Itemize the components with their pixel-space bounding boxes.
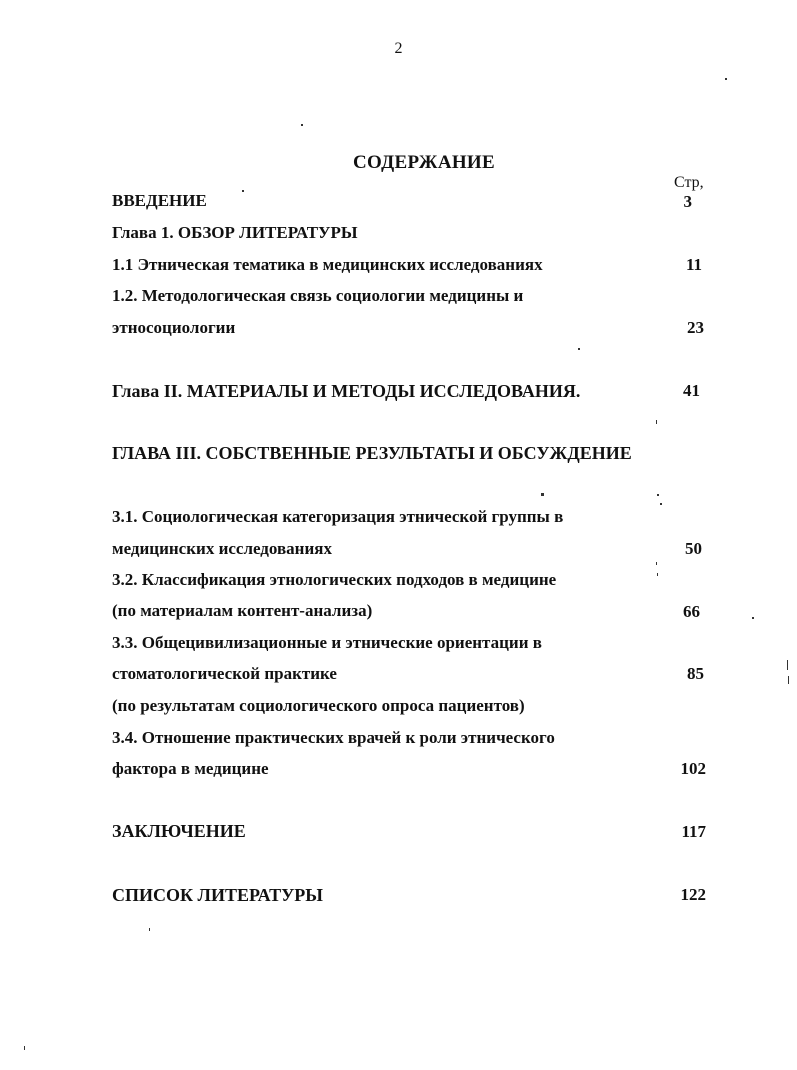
scan-speck bbox=[787, 660, 788, 670]
toc-entry-3-2-cont: (по материалам контент-анализа) bbox=[112, 601, 373, 620]
toc-entry-3-1-cont: медицинских исследованиях bbox=[112, 539, 332, 558]
toc-entry-1-2-cont: этносоциологии bbox=[112, 318, 236, 337]
toc-page-3-3: 85 bbox=[687, 664, 704, 683]
scan-speck bbox=[660, 503, 662, 505]
toc-page-1-2: 23 bbox=[687, 318, 704, 337]
toc-entry-conclusion: ЗАКЛЮЧЕНИЕ bbox=[112, 821, 246, 841]
toc-entry-references: СПИСОК ЛИТЕРАТУРЫ bbox=[112, 885, 323, 905]
toc-entry-3-4-cont: фактора в медицине bbox=[112, 759, 269, 778]
toc-entry-3-1: 3.1. Социологическая категоризация этнической группы в bbox=[112, 507, 564, 526]
toc-page-3-1: 50 bbox=[685, 539, 702, 558]
toc-page-introduction: 3 bbox=[683, 192, 692, 211]
toc-entry-3-4: 3.4. Отношение практических врачей к роли этнического bbox=[112, 728, 555, 747]
toc-page-references: 122 bbox=[680, 885, 706, 904]
toc-title: СОДЕРЖАНИЕ bbox=[353, 152, 495, 173]
scan-speck bbox=[242, 190, 244, 192]
toc-entry-chapter-2: Глава II. МАТЕРИАЛЫ И МЕТОДЫ ИССЛЕДОВАНИЯ. bbox=[112, 381, 581, 401]
scan-speck bbox=[788, 676, 789, 684]
scan-speck bbox=[149, 928, 150, 931]
toc-entry-3-3-note: (по результатам социологического опроса пациентов) bbox=[112, 696, 525, 715]
toc-page-3-4: 102 bbox=[680, 759, 706, 778]
page-column-label: Стр, bbox=[674, 174, 704, 191]
toc-entry-3-3-cont: стоматологической практике bbox=[112, 664, 337, 683]
scan-speck bbox=[24, 1046, 25, 1050]
page-number: 2 bbox=[394, 40, 403, 57]
toc-page-chapter-2: 41 bbox=[683, 381, 700, 400]
toc-entry-chapter-3: ГЛАВА III. СОБСТВЕННЫЕ РЕЗУЛЬТАТЫ И ОБСУЖДЕНИЕ bbox=[112, 443, 632, 463]
toc-page-3-2: 66 bbox=[683, 602, 700, 621]
scan-speck bbox=[578, 348, 580, 350]
toc-entry-introduction: ВВЕДЕНИЕ bbox=[112, 191, 207, 210]
toc-entry-1-2: 1.2. Методологическая связь социологии медицины и bbox=[112, 286, 524, 305]
toc-entry-chapter-1: Глава 1. ОБЗОР ЛИТЕРАТУРЫ bbox=[112, 223, 358, 242]
scan-speck bbox=[752, 617, 754, 619]
toc-page-conclusion: 117 bbox=[681, 822, 706, 841]
toc-entry-3-2: 3.2. Классификация этнологических подходов в медицине bbox=[112, 570, 557, 589]
scan-speck bbox=[541, 493, 544, 496]
toc-entry-1-1: 1.1 Этническая тематика в медицинских исследованиях bbox=[112, 255, 543, 274]
scan-speck bbox=[657, 494, 659, 496]
scan-speck bbox=[657, 573, 658, 576]
toc-entry-3-3: 3.3. Общецивилизационные и этнические ориентации в bbox=[112, 633, 542, 652]
scan-speck bbox=[656, 420, 657, 424]
toc-page-1-1: 11 bbox=[685, 255, 702, 274]
scan-speck bbox=[301, 124, 303, 126]
scan-speck bbox=[656, 562, 657, 565]
scan-speck bbox=[725, 78, 727, 80]
